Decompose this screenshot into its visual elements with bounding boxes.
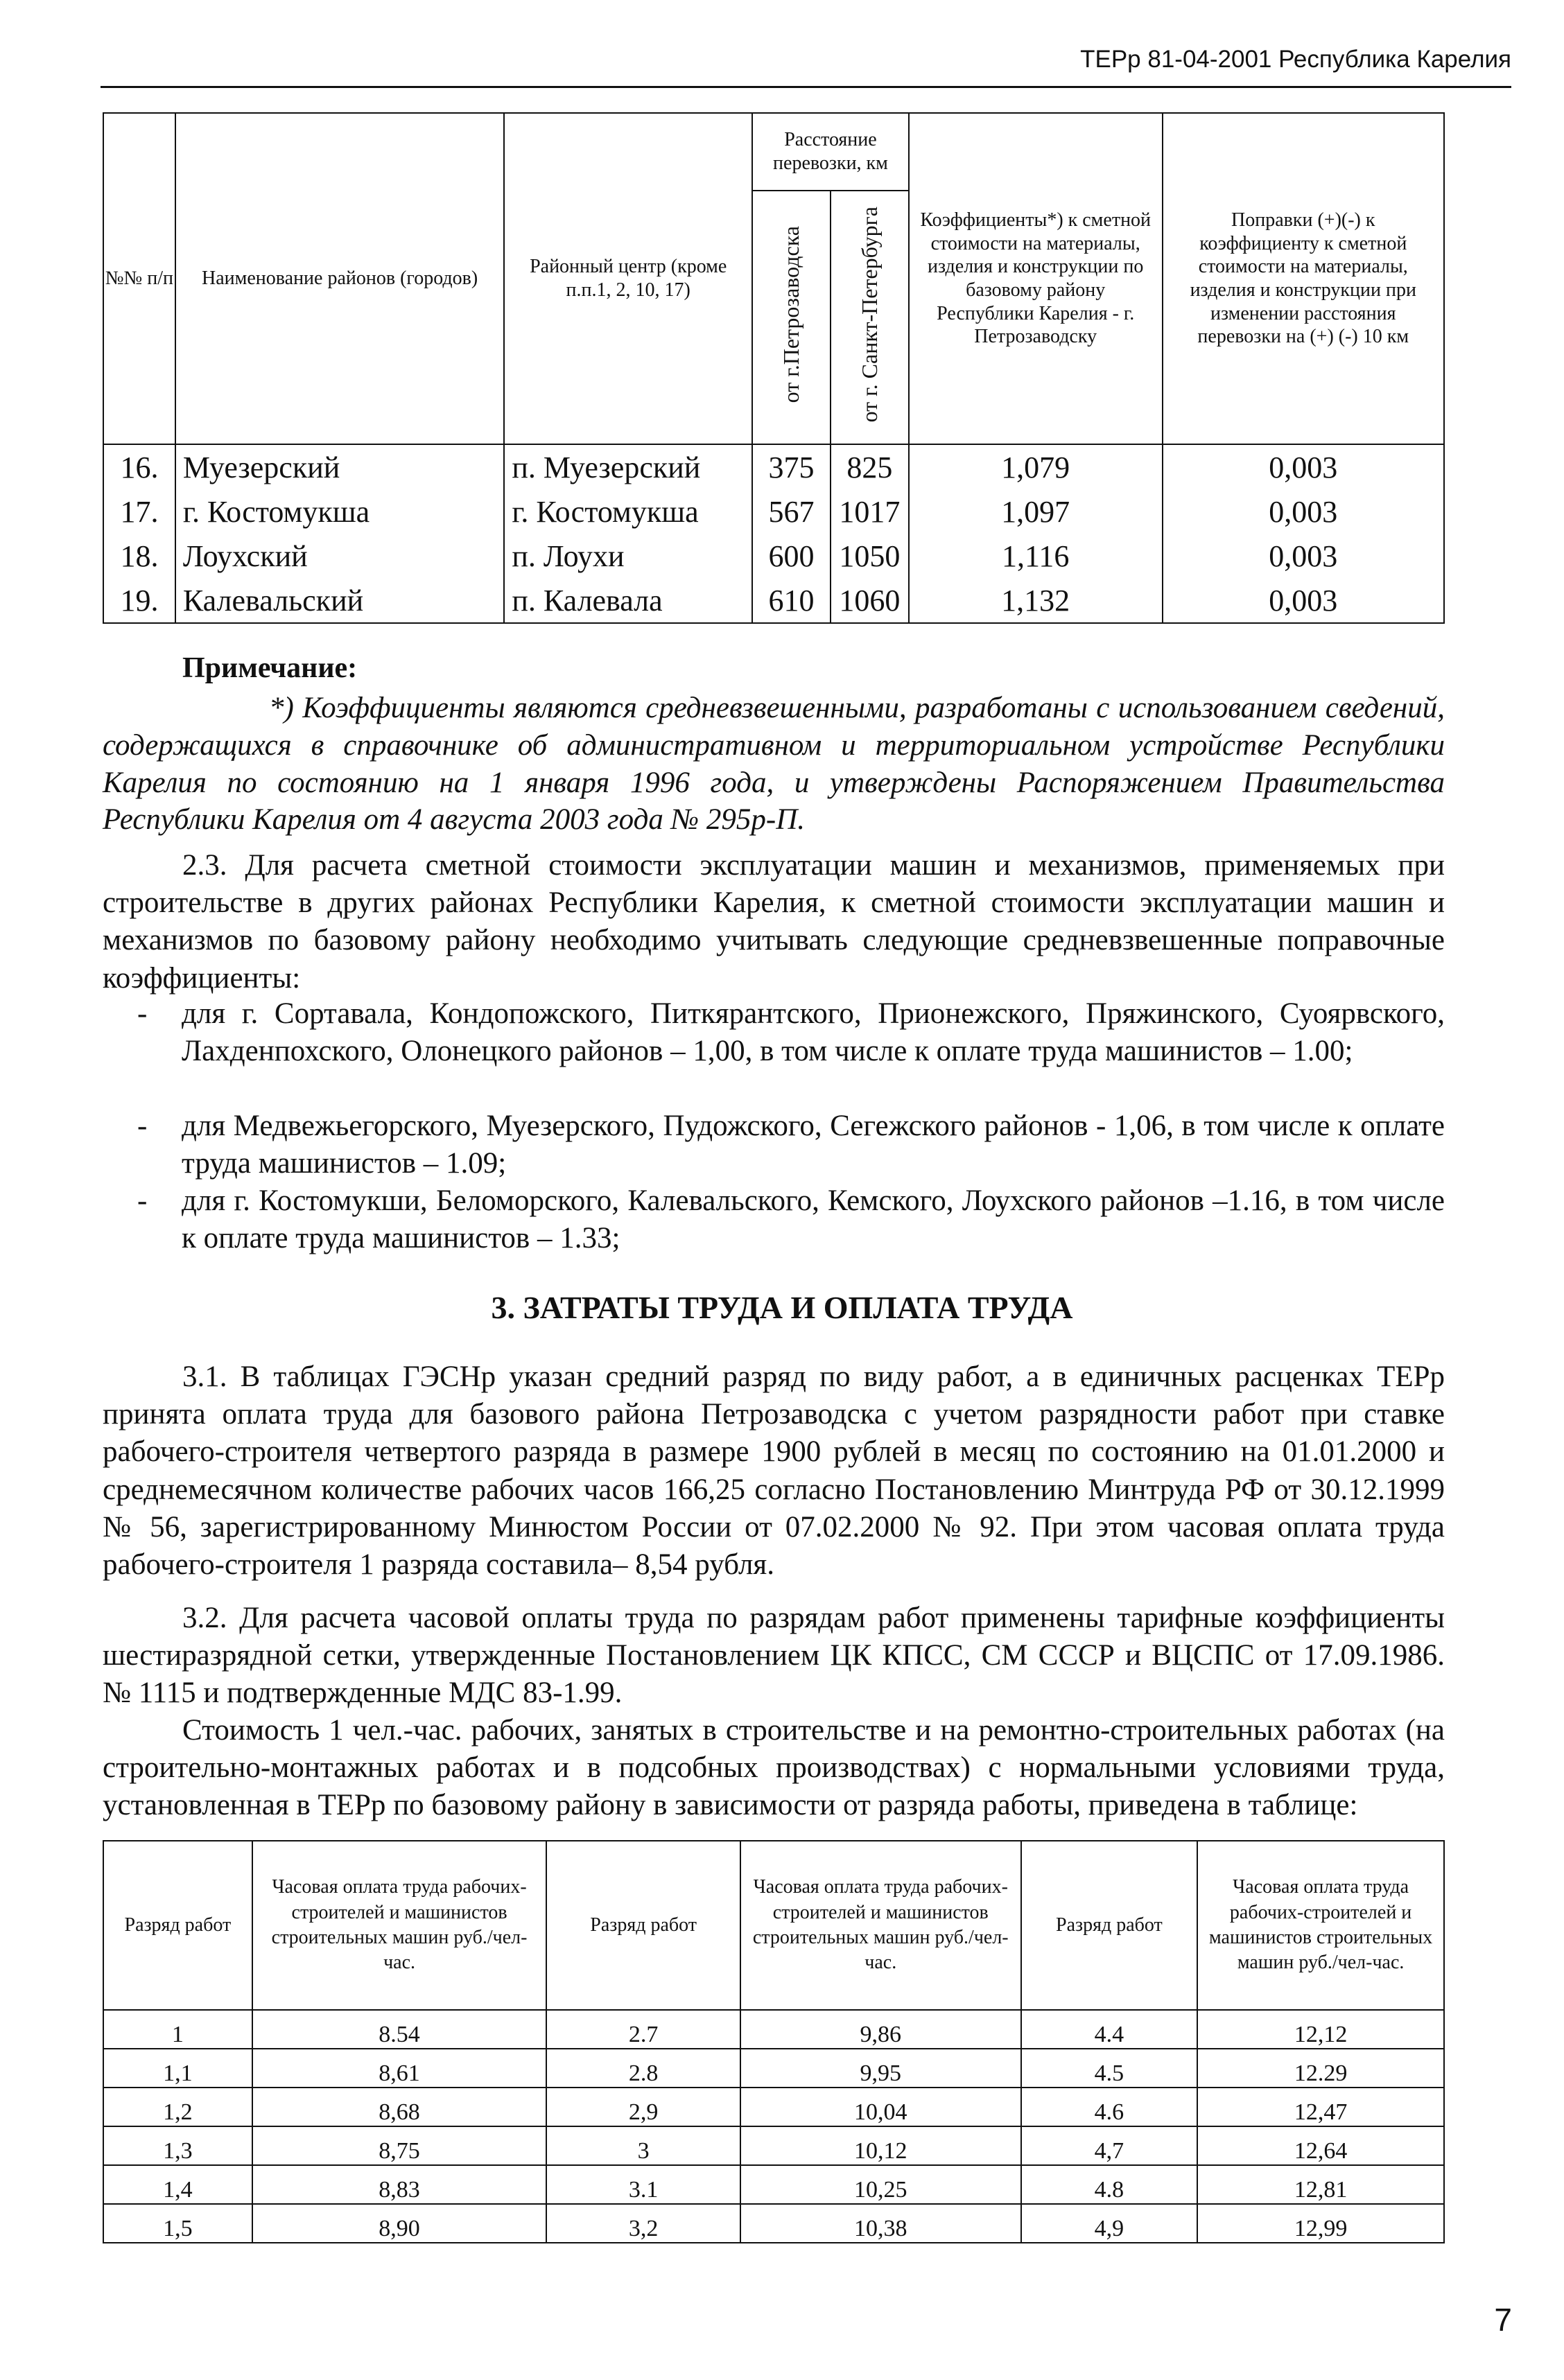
paragraph-3-1: 3.1. В таблицах ГЭСНр указан средний разряд по виду работ, а в единичных расценках ТЕРр принята оплата труда для базового района Петрозаводска с учетом разрядности работ при ставке рабочего-строителя четвертого разряда в размере 1900 рублей в месяц по состоянию на 01.01.2000 и среднемесячном количестве рабочих часов 166,25 согласно Постановлению Минтруда РФ от 30.12.1999 № 56, зарегистрированному Минюстом России от 07.02.2000 № 92. При этом часовая оплата труда рабочего-строителя 1 разряда составила– 8,54 рубля. — [103, 1360, 1445, 1581]
table-row: 17. г. Костомукша г. Костомукша 567 1017 1,097 0,003 — [103, 489, 1444, 534]
page-number: 7 — [1494, 2302, 1512, 2338]
header-grade: Разряд работ — [1021, 1841, 1198, 2010]
bullet-item: - для Медвежьегорского, Муезерского, Пудожского, Сегежского районов - 1,06, в том числе к оплате труда машинистов – 1.09; — [137, 1110, 1445, 1180]
table-row: 1,4 8,83 3.1 10,25 4.8 12,81 — [103, 2165, 1444, 2204]
header-coef: Коэффициенты*) к сметной стоимости на материалы, изделия и конструкции по базовому району Республики Карелия - г. Петрозаводску — [909, 113, 1163, 444]
note-title: Примечание: — [182, 652, 358, 684]
header-pay: Часовая оплата труда рабочих-строителей и машинистов строительных машин руб./чел-час. — [1197, 1841, 1444, 2010]
header-title: ТЕРр 81-04-2001 Республика Карелия — [1080, 46, 1511, 73]
hourly-pay-table — [103, 1840, 1445, 2243]
table-row: 1,5 8,90 3,2 10,38 4,9 12,99 — [103, 2204, 1444, 2243]
header-grade: Разряд работ — [546, 1841, 740, 2010]
bullet-item: - для г. Костомукши, Беломорского, Калевальского, Кемского, Лоухского районов –1.16, в том числе к оплате труда машинистов – 1.33; — [137, 1184, 1445, 1255]
header-distance: Расстояние перевозки, км — [752, 113, 909, 191]
table-row: 19. Калевальский п. Калевала 610 1060 1,132 0,003 — [103, 578, 1444, 623]
bullet-item: - для г. Сортавала, Кондопожского, Питкярантского, Прионежского, Пряжинского, Суоярвского, Лахденпохского, Олонецкого районов – 1,00, в том числе к оплате труда машинистов – 1.00; — [137, 997, 1445, 1068]
table-row: 1,1 8,61 2.8 9,95 4.5 12.29 — [103, 2049, 1444, 2088]
header-grade: Разряд работ — [103, 1841, 252, 2010]
header-name: Наименование районов (городов) — [175, 113, 504, 444]
header-corr: Поправки (+)(-) к коэффициенту к сметной стоимости на материалы, изделия и конструкции при изменении расстояния перевозки на (+) (-) 10 км — [1163, 113, 1445, 444]
table-row: 1,2 8,68 2,9 10,04 4.6 12,47 — [103, 2088, 1444, 2126]
page-header — [101, 46, 1511, 88]
section-3-title: 3. ЗАТРАТЫ ТРУДА И ОПЛАТА ТРУДА — [491, 1290, 1073, 1325]
note-body: *) Коэффициенты являются средневзвешенными, разработаны с использованием сведений, содержащихся в справочнике об административном и территориальном устройстве Республики Карелия по состоянию на 1 января 1996 года, и утверждены Распоряжением Правительства Республики Карелия от 4 августа 2003 года № 295р-П. — [103, 692, 1445, 837]
paragraph-2-3: 2.3. Для расчета сметной стоимости эксплуатации машин и механизмов, применяемых при строительстве в других районах Республики Карелия, к сметной стоимости эксплуатации машин и механизмов по базовому району необходимо учитывать следующие средневзвешенные поправочные коэффициенты: — [103, 849, 1445, 995]
table-row: 18. Лоухский п. Лоухи 600 1050 1,116 0,003 — [103, 534, 1444, 578]
header-pay: Часовая оплата труда рабочих-строителей и машинистов строительных машин руб./чел-час. — [740, 1841, 1021, 2010]
district-coefficients-table — [103, 112, 1445, 624]
paragraph-3-3: Стоимость 1 чел.-час. рабочих, занятых в строительстве и на ремонтно-строительных работах (на строительно-монтажных работах и в подсобных производствах) с нормальными условиями труда, установленная в ТЕРр по базовому району в зависимости от разряда работы, приведена в таблице: — [103, 1714, 1445, 1822]
table-row: 1 8.54 2.7 9,86 4.4 12,12 — [103, 2010, 1444, 2049]
header-num: №№ п/п — [103, 113, 175, 444]
header-pay: Часовая оплата труда рабочих-строителей и машинистов строительных машин руб./чел-час. — [252, 1841, 547, 2010]
header-center: Районный центр (кроме п.п.1, 2, 10, 17) — [504, 113, 752, 444]
table-row: 1,3 8,75 3 10,12 4,7 12,64 — [103, 2126, 1444, 2165]
paragraph-3-2: 3.2. Для расчета часовой оплаты труда по разрядам работ применены тарифные коэффициенты шестиразрядной сетки, утвержденные Постановлением ЦК КПСС, СМ СССР и ВЦСПС от 17.09.1986. № 1115 и подтвержденные МДС 83-1.99. — [103, 1602, 1445, 1710]
table-row: 16. Муезерский п. Муезерский 375 825 1,079 0,003 — [103, 444, 1444, 489]
header-from-ptz: от г.Петрозаводска — [752, 191, 831, 444]
header-from-spb: от г. Санкт-Петербурга — [831, 191, 909, 444]
